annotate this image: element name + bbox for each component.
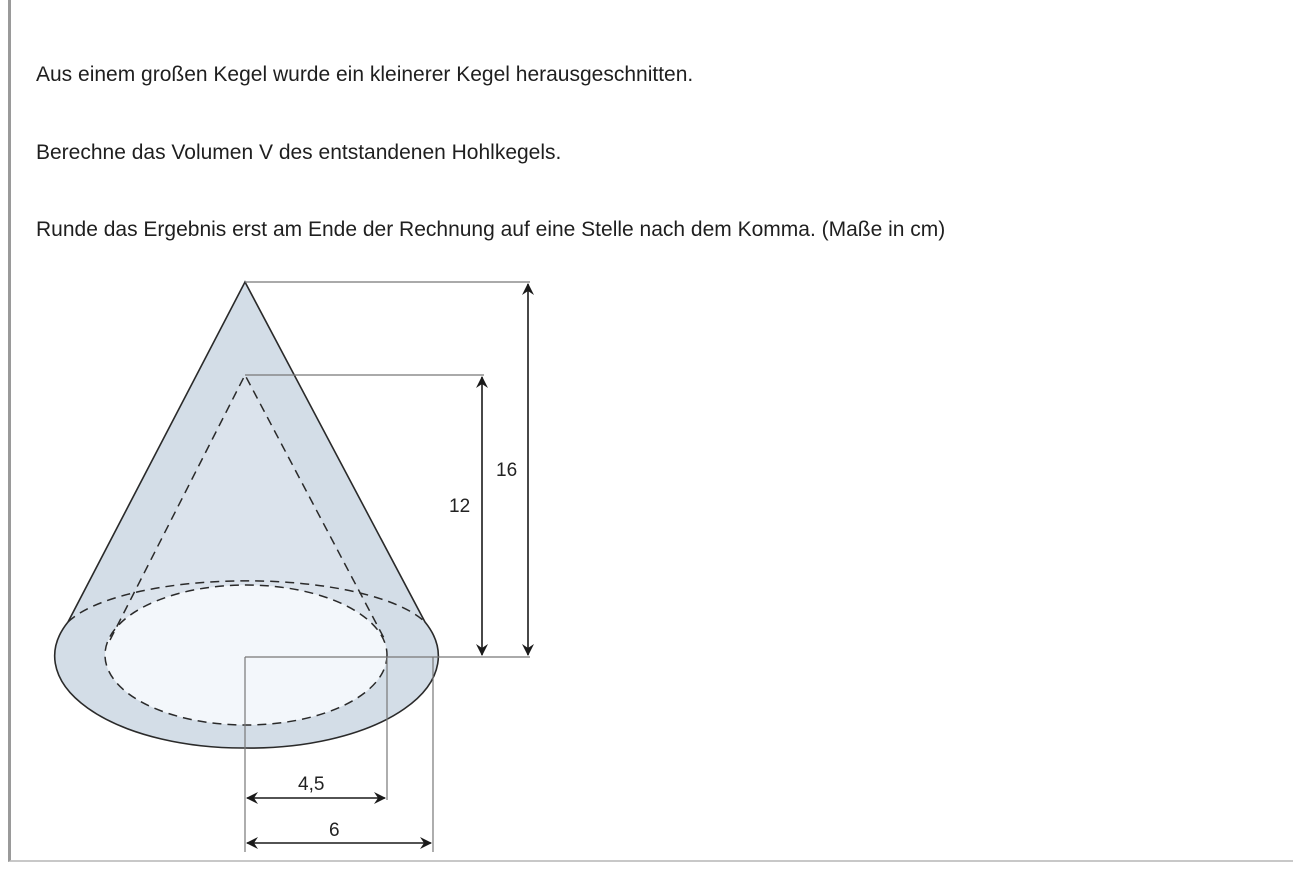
label-16: 16 [496, 460, 518, 481]
label-4-5: 4,5 [298, 774, 325, 795]
task-text-instruction: Runde das Ergebnis erst am Ende der Rechnung auf eine Stelle nach dem Komma. (Maße in cm) [36, 218, 946, 241]
task-text-intro: Aus einem großen Kegel wurde ein kleinerer Kegel herausgeschnitten. [36, 63, 694, 86]
label-6: 6 [329, 820, 340, 841]
label-12: 12 [449, 496, 471, 517]
hollow-base [105, 585, 387, 725]
task-text-question: Berechne das Volumen V des entstandenen Hohlkegels. [36, 141, 562, 164]
